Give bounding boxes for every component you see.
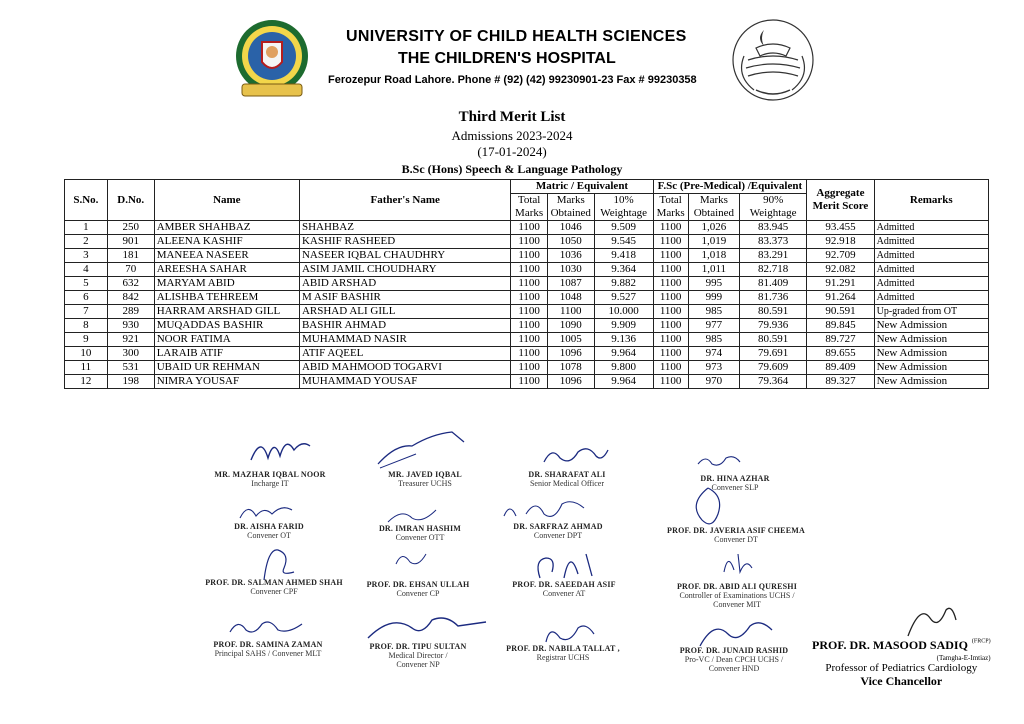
table-cell: Admitted — [874, 249, 988, 263]
table-cell: 9.909 — [594, 319, 653, 333]
header-remarks: Remarks — [874, 180, 988, 221]
table-cell: Admitted — [874, 291, 988, 305]
table-cell: 1100 — [511, 333, 547, 347]
table-cell: 83.945 — [740, 221, 807, 235]
header-matric-obtained: Marks Obtained — [547, 194, 594, 221]
table-cell: 9.136 — [594, 333, 653, 347]
table-cell: 1100 — [653, 319, 688, 333]
table-cell: 930 — [107, 319, 154, 333]
table-cell: 1100 — [653, 235, 688, 249]
signature-scrawl-12 — [718, 548, 758, 576]
table-cell: New Admission — [874, 375, 988, 389]
table-cell: 250 — [107, 221, 154, 235]
table-cell: 1048 — [547, 291, 594, 305]
address-line: Ferozepur Road Lahore. Phone # (92) (42) 99230901-23 Fax # 99230358 — [328, 74, 697, 86]
table-cell: 985 — [688, 333, 739, 347]
table-cell: Admitted — [874, 221, 988, 235]
table-cell: 289 — [107, 305, 154, 319]
vc-frcp: (FRCP) — [971, 638, 991, 645]
table-cell: New Admission — [874, 361, 988, 375]
table-cell: 974 — [688, 347, 739, 361]
table-cell: 92.082 — [807, 263, 874, 277]
table-cell: 1100 — [653, 347, 688, 361]
table-cell: LARAIB ATIF — [154, 347, 299, 361]
table-cell: MUQADDAS BASHIR — [154, 319, 299, 333]
vc-name: PROF. DR. MASOOD SADIQ — [812, 638, 968, 652]
table-cell: 1100 — [511, 319, 547, 333]
signature-scrawl-2 — [372, 424, 468, 470]
merit-list-title: Third Merit List — [458, 109, 566, 125]
signatory-15: PROF. DR. NABILA TALLAT , Registrar UCHS — [506, 644, 620, 662]
table-cell: 1096 — [547, 347, 594, 361]
table-cell: 9.418 — [594, 249, 653, 263]
vice-chancellor-block — [812, 636, 991, 689]
table-cell: 973 — [688, 361, 739, 375]
table-cell: 1 — [65, 221, 108, 235]
signatory-13: PROF. DR. SAMINA ZAMAN Principal SAHS / Convener MLT — [213, 640, 323, 658]
table-row — [65, 333, 989, 347]
signature-scrawl-15 — [540, 618, 600, 646]
table-cell: 1030 — [547, 263, 594, 277]
signatory-12: PROF. DR. ABID ALI QURESHI Controller of Examinations UCHS / Convener MIT — [676, 582, 798, 609]
table-cell: 921 — [107, 333, 154, 347]
table-cell: 1100 — [511, 221, 547, 235]
signatory-5: DR. AISHA FARID Convener OT — [234, 522, 304, 540]
table-cell: 977 — [688, 319, 739, 333]
table-cell: 10.000 — [594, 305, 653, 319]
table-cell: 81.409 — [740, 277, 807, 291]
table-cell: ALEENA KASHIF — [154, 235, 299, 249]
signature-scrawl-10 — [390, 546, 434, 570]
table-row — [65, 305, 989, 319]
signature-scrawl-5 — [236, 500, 296, 522]
table-cell: ASIM JAMIL CHOUDHARY — [299, 263, 510, 277]
table-cell: 1100 — [511, 375, 547, 389]
signatory-16: PROF. DR. JUNAID RASHID Pro-VC / Dean CPCH UCHS / Convener HND — [679, 646, 789, 673]
table-cell: Admitted — [874, 277, 988, 291]
signatory-3: DR. SHARAFAT ALI Senior Medical Officer — [528, 470, 606, 488]
table-cell: SHAHBAZ — [299, 221, 510, 235]
table-cell: 89.845 — [807, 319, 874, 333]
table-cell: MARYAM ABID — [154, 277, 299, 291]
table-cell: NIMRA YOUSAF — [154, 375, 299, 389]
table-row — [65, 361, 989, 375]
table-cell: ALISHBA TEHREEM — [154, 291, 299, 305]
table-cell: KASHIF RASHEED — [299, 235, 510, 249]
table-row — [65, 263, 989, 277]
table-cell: 531 — [107, 361, 154, 375]
table-cell: 81.736 — [740, 291, 807, 305]
table-cell: 6 — [65, 291, 108, 305]
table-cell: 9.964 — [594, 347, 653, 361]
table-cell: 1100 — [511, 249, 547, 263]
vc-title: Vice Chancellor — [860, 674, 943, 688]
table-cell: 1100 — [511, 305, 547, 319]
table-cell: 79.936 — [740, 319, 807, 333]
signatory-9: PROF. DR. SALMAN AHMED SHAH Convener CPF — [205, 578, 343, 596]
table-cell: MUHAMMAD YOUSAF — [299, 375, 510, 389]
signatory-4: DR. HINA AZHAR Convener SLP — [700, 474, 770, 492]
table-cell: 9.800 — [594, 361, 653, 375]
table-cell: 1,026 — [688, 221, 739, 235]
table-cell: 1100 — [511, 291, 547, 305]
table-cell: 1100 — [511, 347, 547, 361]
table-cell: HARRAM ARSHAD GILL — [154, 305, 299, 319]
table-cell: 1087 — [547, 277, 594, 291]
table-cell: NASEER IQBAL CHAUDHRY — [299, 249, 510, 263]
table-cell: Admitted — [874, 235, 988, 249]
table-row — [65, 291, 989, 305]
header-matric-weightage: 10% Weightage — [594, 194, 653, 221]
table-cell: 1090 — [547, 319, 594, 333]
table-row — [65, 221, 989, 235]
table-cell: 93.455 — [807, 221, 874, 235]
header-name: Name — [154, 180, 299, 221]
punjab-govt-emblem — [726, 16, 820, 104]
signature-scrawl-11 — [530, 544, 600, 584]
table-row — [65, 319, 989, 333]
table-cell: 995 — [688, 277, 739, 291]
table-cell: 1,018 — [688, 249, 739, 263]
table-row — [65, 347, 989, 361]
table-cell: 83.291 — [740, 249, 807, 263]
signatory-11: PROF. DR. SAEEDAH ASIF Convener AT — [512, 580, 616, 598]
table-cell: 985 — [688, 305, 739, 319]
table-cell: MUHAMMAD NASIR — [299, 333, 510, 347]
table-cell: 3 — [65, 249, 108, 263]
table-cell: 9.509 — [594, 221, 653, 235]
table-row — [65, 375, 989, 389]
table-cell: 1100 — [511, 263, 547, 277]
signatory-10: PROF. DR. EHSAN ULLAH Convener CP — [366, 580, 470, 598]
header-fsc-total: Total Marks — [653, 194, 688, 221]
table-cell: 2 — [65, 235, 108, 249]
university-name: UNIVERSITY OF CHILD HEALTH SCIENCES — [346, 28, 687, 45]
table-cell: 632 — [107, 277, 154, 291]
merit-table — [64, 179, 989, 389]
signature-scrawl-16 — [694, 614, 778, 650]
table-cell: 80.591 — [740, 333, 807, 347]
table-cell: 9.527 — [594, 291, 653, 305]
table-cell: ABID ARSHAD — [299, 277, 510, 291]
table-cell: 1100 — [653, 221, 688, 235]
table-cell: Admitted — [874, 263, 988, 277]
table-cell: 82.718 — [740, 263, 807, 277]
table-cell: 1036 — [547, 249, 594, 263]
header-fsc: F.Sc (Pre-Medical) /Equivalent — [653, 180, 807, 194]
header-aggregate: Aggregate Merit Score — [807, 180, 874, 221]
signatory-6: DR. IMRAN HASHIM Convener OTT — [378, 524, 462, 542]
table-cell: 9.364 — [594, 263, 653, 277]
table-row — [65, 277, 989, 291]
vc-designation: Professor of Pediatrics Cardiology — [825, 662, 978, 674]
table-cell: 70 — [107, 263, 154, 277]
table-cell: 1100 — [653, 277, 688, 291]
header-matric: Matric / Equivalent — [511, 180, 653, 194]
table-cell: 1100 — [653, 305, 688, 319]
program-title: B.Sc (Hons) Speech & Language Pathology — [401, 162, 623, 176]
table-cell: 1100 — [653, 333, 688, 347]
table-cell: AREESHA SAHAR — [154, 263, 299, 277]
table-cell: ATIF AQEEL — [299, 347, 510, 361]
table-cell: New Admission — [874, 347, 988, 361]
table-cell: 92.709 — [807, 249, 874, 263]
header-matric-total: Total Marks — [511, 194, 547, 221]
table-cell: 9 — [65, 333, 108, 347]
table-cell: ABID MAHMOOD TOGARVI — [299, 361, 510, 375]
hospital-name: THE CHILDREN'S HOSPITAL — [398, 50, 616, 67]
table-cell: 842 — [107, 291, 154, 305]
table-cell: 12 — [65, 375, 108, 389]
table-cell: 1100 — [653, 291, 688, 305]
signature-scrawl-1 — [246, 430, 316, 470]
table-cell: 1,011 — [688, 263, 739, 277]
table-cell: BASHIR AHMAD — [299, 319, 510, 333]
signatory-7: DR. SARFRAZ AHMAD Convener DPT — [513, 522, 603, 540]
table-cell: 79.609 — [740, 361, 807, 375]
signature-scrawl-13 — [226, 614, 306, 640]
table-cell: 89.327 — [807, 375, 874, 389]
header-father-name: Father's Name — [299, 180, 510, 221]
table-cell: 1050 — [547, 235, 594, 249]
signature-scrawl-6 — [382, 504, 442, 526]
table-cell: 1046 — [547, 221, 594, 235]
table-cell: 1,019 — [688, 235, 739, 249]
table-cell: 91.291 — [807, 277, 874, 291]
table-cell: 1100 — [653, 249, 688, 263]
signature-scrawl-3 — [540, 442, 610, 468]
table-cell: 300 — [107, 347, 154, 361]
table-cell: 5 — [65, 277, 108, 291]
table-cell: 7 — [65, 305, 108, 319]
table-cell: 79.691 — [740, 347, 807, 361]
table-cell: AMBER SHAHBAZ — [154, 221, 299, 235]
table-cell: MANEEA NASEER — [154, 249, 299, 263]
signature-scrawl-14 — [362, 610, 492, 644]
table-cell: 1100 — [653, 263, 688, 277]
table-cell: New Admission — [874, 333, 988, 347]
list-date: (17-01-2024) — [477, 144, 547, 159]
table-cell: ARSHAD ALI GILL — [299, 305, 510, 319]
header-fsc-obtained: Marks Obtained — [688, 194, 739, 221]
table-cell: 1100 — [511, 235, 547, 249]
table-cell: 999 — [688, 291, 739, 305]
table-cell: 90.591 — [807, 305, 874, 319]
table-cell: 9.882 — [594, 277, 653, 291]
table-cell: 970 — [688, 375, 739, 389]
signature-scrawl-4 — [694, 452, 744, 470]
table-cell: 9.545 — [594, 235, 653, 249]
table-cell: 8 — [65, 319, 108, 333]
table-cell: 1096 — [547, 375, 594, 389]
header-dno: D.No. — [107, 180, 154, 221]
table-cell: 198 — [107, 375, 154, 389]
signatory-14: PROF. DR. TIPU SULTAN Medical Director / Convener NP — [369, 642, 467, 669]
table-cell: 181 — [107, 249, 154, 263]
table-cell: 1100 — [653, 361, 688, 375]
admissions-session: Admissions 2023-2024 — [451, 128, 573, 143]
table-cell: 10 — [65, 347, 108, 361]
table-cell: 1005 — [547, 333, 594, 347]
table-cell: M ASIF BASHIR — [299, 291, 510, 305]
table-cell: 80.591 — [740, 305, 807, 319]
table-cell: 83.373 — [740, 235, 807, 249]
signature-scrawl-7 — [500, 496, 590, 524]
vc-tamgha: (Tamgha-E-Imtiaz) — [936, 654, 991, 662]
signatory-2: MR. JAVED IQBAL Treasurer UCHS — [388, 470, 462, 488]
table-cell: 1100 — [511, 361, 547, 375]
table-cell: 4 — [65, 263, 108, 277]
header-fsc-weightage: 90% Weightage — [740, 194, 807, 221]
table-cell: 901 — [107, 235, 154, 249]
table-row — [65, 235, 989, 249]
table-cell: 1100 — [547, 305, 594, 319]
table-cell: New Admission — [874, 319, 988, 333]
table-cell: UBAID UR REHMAN — [154, 361, 299, 375]
table-cell: 1078 — [547, 361, 594, 375]
table-cell: 89.655 — [807, 347, 874, 361]
table-cell: 79.364 — [740, 375, 807, 389]
table-cell: NOOR FATIMA — [154, 333, 299, 347]
table-cell: 91.264 — [807, 291, 874, 305]
signatory-8: PROF. DR. JAVERIA ASIF CHEEMA Convener DT — [667, 526, 805, 544]
header-sno: S.No. — [65, 180, 108, 221]
table-cell: 1100 — [511, 277, 547, 291]
table-cell: 11 — [65, 361, 108, 375]
table-cell: 9.964 — [594, 375, 653, 389]
table-cell: Up-graded from OT — [874, 305, 988, 319]
signatory-1: MR. MAZHAR IQBAL NOOR Incharge IT — [214, 470, 326, 488]
table-cell: 92.918 — [807, 235, 874, 249]
table-cell: 89.409 — [807, 361, 874, 375]
table-row — [65, 249, 989, 263]
table-cell: 89.727 — [807, 333, 874, 347]
table-cell: 1100 — [653, 375, 688, 389]
uchs-logo — [232, 18, 312, 102]
